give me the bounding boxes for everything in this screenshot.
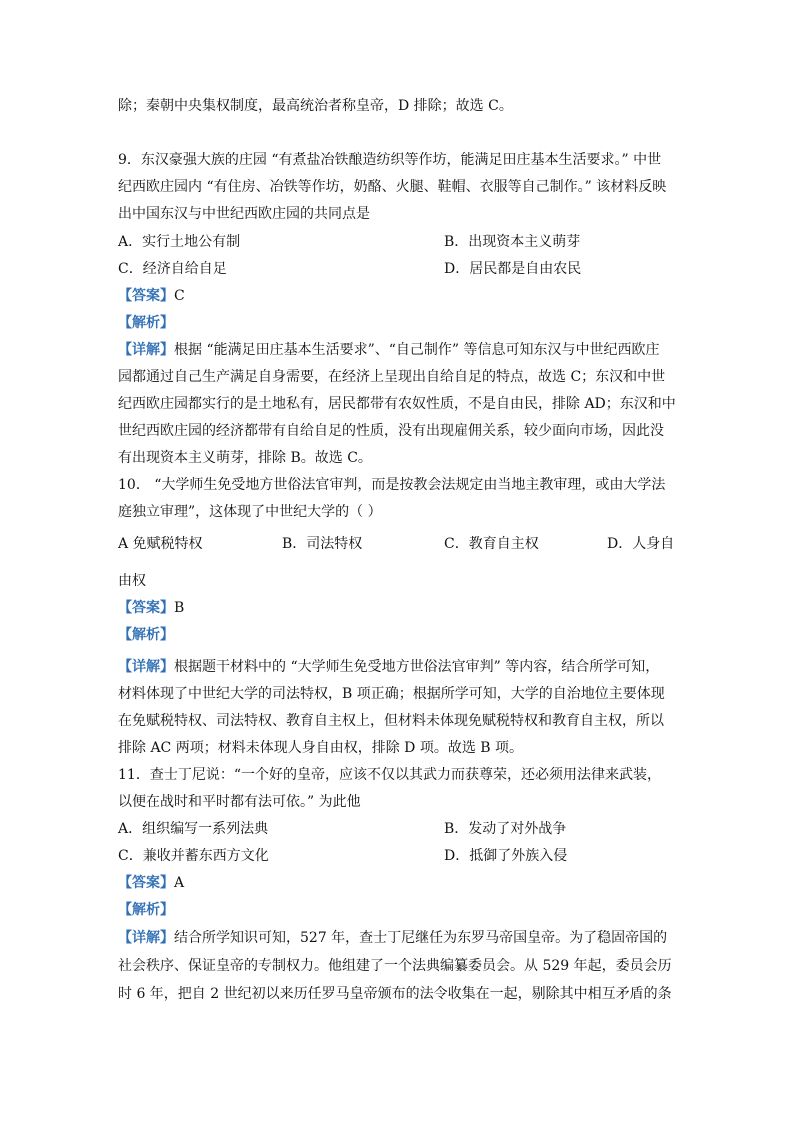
answer-value: B [174,600,185,616]
detail-text: 根据题干材料中的 “大学师生免受地方世俗法官审判” 等内容，结合所学可知， [174,659,660,675]
detail-tag: 【详解】 [118,659,174,675]
question-10-stem-line-2: 庭独立审理”，这体现了中世纪大学的（ ） [118,504,382,520]
question-11-analysis-tag [118,900,174,920]
answer-value: C [174,288,185,304]
question-9-option-d: D．居民都是自由农民 [444,261,582,277]
question-10-detail-line-2: 材料体现了中世纪大学的司法特权，B 项正确；根据所学可知，大学的自治地位主要体现 [118,686,665,702]
question-9-detail-line-1 [118,340,660,360]
question-11-option-a: A．组织编写一系列法典 [118,821,269,837]
paragraph-line: 除；秦朝中央集权制度，最高统治者称皇帝，D 排除；故选 C。 [118,98,513,114]
analysis-tag: 【解析】 [118,627,174,643]
analysis-tag: 【解析】 [118,902,174,918]
question-11-detail-line-2: 社会秩序、保证皇帝的专制权力。他组建了一个法典编纂委员会。从 529 年起，委员会历 [118,958,672,974]
question-11-option-c: C．兼收并蓄东西方文化 [118,848,269,864]
question-11-stem-line-2: 以便在战时和平时都有法可依。” 为此他 [118,794,361,810]
question-11-option-d: D．抵御了外族入侵 [444,848,568,864]
detail-text: 根据 “能满足田庄基本生活要求”、“自己制作” 等信息可知东汉与中世纪西欧庄 [174,342,660,358]
question-9-detail-line-5: 有出现资本主义萌芽，排除 B。故选 C。 [118,450,372,466]
answer-tag: 【答案】 [118,875,174,891]
question-10-detail-line-3: 在免赋税特权、司法特权、教育自主权上，但材料未体现免赋税特权和教育自主权，所以 [118,713,664,729]
question-11-detail-line-3: 时 6 年，把自 2 世纪初以来历任罗马皇帝颁布的法令收集在一起，剔除其中相互矛盾的条 [118,986,672,1002]
question-11-answer [118,873,184,893]
detail-tag: 【详解】 [118,930,174,946]
question-9-detail-line-4: 世纪西欧庄园的经济都带有自给自足的性质，没有出现雇佣关系，较少面向市场，因此没 [118,423,664,439]
analysis-tag: 【解析】 [118,315,174,331]
question-11-option-b: B．发动了对外战争 [444,821,567,837]
question-9-stem-line-2: 纪西欧庄园内 “有住房、冶铁等作坊，奶酪、火腿、鞋帽、衣服等自己制作。” 该材料反映 [118,179,667,195]
question-10-analysis-tag [118,625,174,645]
question-9-option-a: A．实行土地公有制 [118,234,241,250]
question-10-option-d-continued: 由权 [118,573,146,589]
answer-tag: 【答案】 [118,600,174,616]
question-9-detail-line-2: 园都通过自己生产满足自身需要，在经济上呈现出自给自足的特点，故选 C；东汉和中世 [118,369,666,385]
question-10-detail-line-1 [118,657,659,677]
question-10-answer [118,598,184,618]
question-9-analysis-tag [118,313,174,333]
question-9-stem-line-1: 9．东汉豪强大族的庄园 “有煮盐冶铁酿造纺织等作坊，能满足田庄基本生活要求。” 中世 [118,152,662,168]
question-9-detail-line-3: 纪西欧庄园都实行的是土地私有，居民都带有农奴性质，不是自由民，排除 AD；东汉和中 [118,396,676,412]
question-9-stem-line-3: 出中国东汉与中世纪西欧庄园的共同点是 [118,206,370,222]
question-10-stem-line-1: 10． “大学师生免受地方世俗法官审判，而是按教会法规定由当地主教审理，或由大学法 [118,477,666,493]
question-10-option-c: C．教育自主权 [444,536,539,552]
question-9-option-c: C．经济自给自足 [118,261,227,277]
question-11-stem-line-1: 11．查士丁尼说：“一个好的皇帝，应该不仅以其武力而获尊荣，还必须用法律来武装， [118,767,661,783]
question-11-detail-line-1 [118,928,667,948]
detail-tag: 【详解】 [118,342,174,358]
detail-text: 结合所学知识可知，527 年，查士丁尼继任为东罗马帝国皇帝。为了稳固帝国的 [174,930,668,946]
question-10-detail-line-4: 排除 AC 两项；材料未体现人身自由权，排除 D 项。故选 B 项。 [118,740,524,756]
question-10-option-a: A 免赋税特权 [118,536,203,552]
answer-tag: 【答案】 [118,288,174,304]
question-9-answer [118,286,185,306]
question-10-option-b: B．司法特权 [282,536,363,552]
question-9-option-b: B．出现资本主义萌芽 [444,234,581,250]
answer-value: A [174,875,185,891]
question-10-option-d: D．人身自 [607,536,675,552]
